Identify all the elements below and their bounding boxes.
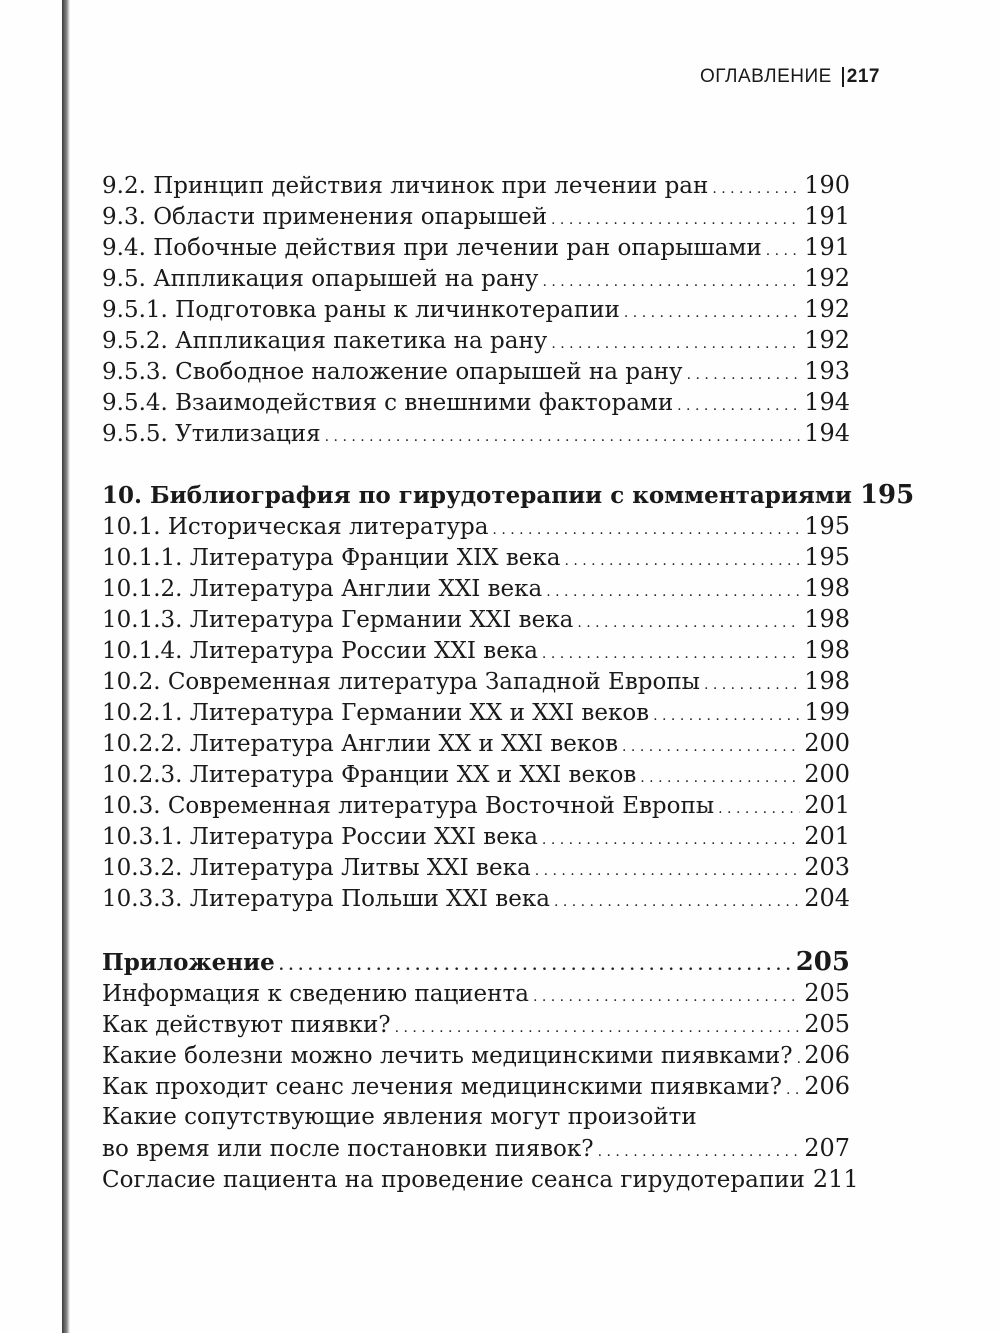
dot-leader — [395, 1010, 801, 1044]
toc-entry[interactable] — [102, 883, 850, 914]
toc-entry[interactable] — [102, 1071, 850, 1102]
toc-entry-title: Информация к сведению пациента — [102, 981, 529, 1007]
dot-leader — [577, 605, 800, 639]
toc-entry-page-number: 211 — [812, 1165, 859, 1193]
toc-entry-title: 10.3.3. Литература Польши XXI века — [102, 886, 550, 912]
toc-entry-page-number: 201 — [804, 822, 850, 850]
toc-entry-title: 10.2.3. Литература Франции XX и XXI веков — [102, 762, 637, 788]
toc-entry-page-number: 206 — [804, 1072, 850, 1100]
toc-entry-page-number: 195 — [804, 543, 850, 571]
toc-entry-title: 10.3.1. Литература России XXI века — [102, 824, 538, 850]
toc-entry[interactable] — [102, 635, 850, 666]
running-head-title: ОГЛАВЛЕНИЕ — [700, 66, 832, 87]
running-head — [700, 66, 880, 88]
dot-leader — [542, 822, 800, 856]
toc-entry-title: Согласие пациента на проведение сеанса гирудотерапии — [102, 1167, 805, 1193]
dot-leader — [546, 574, 800, 608]
dot-leader — [564, 543, 800, 577]
toc-entry-title: Какие сопутствующие явления могут произойти — [102, 1104, 697, 1130]
dot-leader — [653, 698, 800, 732]
toc-entry-title: 10.2.2. Литература Англии XX и XXI веков — [102, 731, 619, 757]
dot-leader — [786, 1072, 800, 1106]
toc-entry-title: 9.2. Принцип действия личинок при лечении ран — [102, 173, 709, 199]
dot-leader — [687, 357, 801, 391]
dot-leader — [535, 853, 801, 887]
dot-leader — [624, 295, 800, 329]
toc-entry[interactable] — [102, 666, 850, 697]
toc-entry-title: 9.5. Аппликация опарышей на рану — [102, 266, 539, 292]
dot-leader — [279, 947, 792, 982]
toc-entry[interactable] — [102, 387, 850, 418]
dot-leader — [325, 419, 801, 453]
toc-entry-page-number: 192 — [804, 295, 850, 323]
dot-leader — [598, 1134, 801, 1168]
toc-entry[interactable] — [102, 542, 850, 573]
toc-entry-title: Как действуют пиявки? — [102, 1012, 391, 1038]
dot-leader — [551, 202, 800, 236]
running-head-page-number: 217 — [846, 66, 880, 87]
toc-entry-title: 9.3. Области применения опарышей — [102, 204, 548, 230]
toc-entry-page-number: 190 — [804, 171, 850, 199]
toc-entry-title: 9.5.3. Свободное наложение опарышей на рану — [102, 359, 683, 385]
toc-entry-page-number: 207 — [804, 1134, 850, 1162]
toc-entry[interactable] — [102, 1164, 859, 1195]
toc-entry[interactable] — [102, 170, 850, 201]
toc-entry-title: 9.5.2. Аппликация пакетика на рану — [102, 328, 548, 354]
toc-section-9 — [102, 170, 850, 449]
toc-entry-page-number: 205 — [795, 947, 850, 977]
toc-entry-line2[interactable] — [102, 1133, 850, 1164]
toc-entry-page-number: 192 — [804, 264, 850, 292]
dot-leader — [492, 512, 800, 546]
dot-leader — [766, 233, 800, 267]
toc-entry[interactable] — [102, 1040, 850, 1071]
toc-entry-page-number: 198 — [804, 636, 850, 664]
toc-entry-page-number: 198 — [804, 667, 850, 695]
dot-leader — [542, 264, 800, 298]
dot-leader — [533, 979, 800, 1013]
toc-entry[interactable] — [102, 418, 850, 449]
dot-leader — [542, 636, 800, 670]
toc-entry[interactable] — [102, 511, 850, 542]
toc-entry[interactable] — [102, 325, 850, 356]
dot-leader — [712, 171, 800, 205]
toc-entry-page-number: 194 — [804, 419, 850, 447]
toc-entry-page-number: 206 — [804, 1041, 850, 1069]
dot-leader — [554, 884, 800, 918]
toc-entry-title: 9.4. Побочные действия при лечении ран опарышами — [102, 235, 762, 261]
dot-leader — [551, 326, 800, 360]
toc-entry-title: 10.3. Современная литература Восточной Европы — [102, 793, 715, 819]
toc-entry-page-number: 205 — [804, 979, 850, 1007]
toc-appendix — [102, 947, 859, 1195]
dot-leader — [677, 388, 800, 422]
toc-entry[interactable] — [102, 697, 850, 728]
toc-section-10 — [102, 480, 915, 914]
toc-entry-page-number: 203 — [804, 853, 850, 881]
toc-entry-page-number: 195 — [804, 512, 850, 540]
toc-entry-page-number: 199 — [804, 698, 850, 726]
toc-entry-page-number: 198 — [804, 605, 850, 633]
dot-leader — [718, 791, 800, 825]
toc-entry[interactable] — [102, 263, 850, 294]
toc-entry-page-number: 204 — [804, 884, 850, 912]
toc-entry-title: 10.1.4. Литература России XXI века — [102, 638, 538, 664]
toc-entry[interactable] — [102, 1009, 850, 1040]
toc-entry-title: 9.5.5. Утилизация — [102, 421, 321, 447]
toc-entry-page-number: 200 — [804, 760, 850, 788]
toc-entry-title: 10.1. Историческая литература — [102, 514, 489, 540]
toc-entry-title: 10.1.1. Литература Франции XIX века — [102, 545, 561, 571]
toc-entry-title: 10.1.2. Литература Англии XXI века — [102, 576, 543, 602]
toc-entry-line1[interactable] — [102, 1102, 850, 1133]
toc-entry-title: 10.1.3. Литература Германии XXI века — [102, 607, 574, 633]
toc-entry[interactable] — [102, 573, 850, 604]
toc-entry-page-number: 198 — [804, 574, 850, 602]
toc-entry-page-number: 191 — [804, 233, 850, 261]
toc-entry-title: Приложение — [102, 949, 275, 976]
toc-entry-page-number: 192 — [804, 326, 850, 354]
toc-entry[interactable] — [102, 821, 850, 852]
dot-leader — [622, 729, 800, 763]
toc-entry-title: 10.2.1. Литература Германии XX и XXI веков — [102, 700, 650, 726]
dot-leader — [640, 760, 800, 794]
toc-entry-title: Как проходит сеанс лечения медицинскими пиявками? — [102, 1074, 783, 1100]
toc-entry-page-number: 200 — [804, 729, 850, 757]
toc-entry-page-number: 193 — [804, 357, 850, 385]
toc-entry-title: 9.5.1. Подготовка раны к личинкотерапии — [102, 297, 620, 323]
toc-entry[interactable] — [102, 978, 850, 1009]
running-head-separator — [842, 67, 844, 87]
toc-entry-page-number: 194 — [804, 388, 850, 416]
toc-entry-title: 9.5.4. Взаимодействия с внешними факторами — [102, 390, 674, 416]
spine-shadow — [62, 0, 70, 1333]
toc-entry[interactable] — [102, 790, 850, 821]
toc-entry[interactable] — [102, 294, 850, 325]
toc-entry[interactable] — [102, 201, 850, 232]
toc-entry[interactable] — [102, 852, 850, 883]
toc-chapter-heading[interactable] — [102, 947, 850, 978]
dot-leader — [704, 667, 800, 701]
toc-entry-title: Какие болезни можно лечить медицинскими пиявками? — [102, 1043, 793, 1069]
toc-entry-page-number: 201 — [804, 791, 850, 819]
toc-entry-page-number: 191 — [804, 202, 850, 230]
toc-entry[interactable] — [102, 759, 850, 790]
toc-entry-page-number: 205 — [804, 1010, 850, 1038]
toc-entry-title: во время или после постановки пиявок? — [102, 1136, 594, 1162]
toc-entry-title: 10.3.2. Литература Литвы XXI века — [102, 855, 531, 881]
toc-entry[interactable] — [102, 728, 850, 759]
toc-entry-title: 10.2. Современная литература Западной Европы — [102, 669, 700, 695]
toc-entry-title: 10. Библиография по гирудотерапии с комментариями — [102, 482, 852, 509]
toc-entry[interactable] — [102, 604, 850, 635]
toc-entry-page-number: 195 — [859, 480, 915, 510]
toc-entry[interactable] — [102, 356, 850, 387]
toc-entry[interactable] — [102, 232, 850, 263]
toc-chapter-heading[interactable] — [102, 480, 915, 511]
